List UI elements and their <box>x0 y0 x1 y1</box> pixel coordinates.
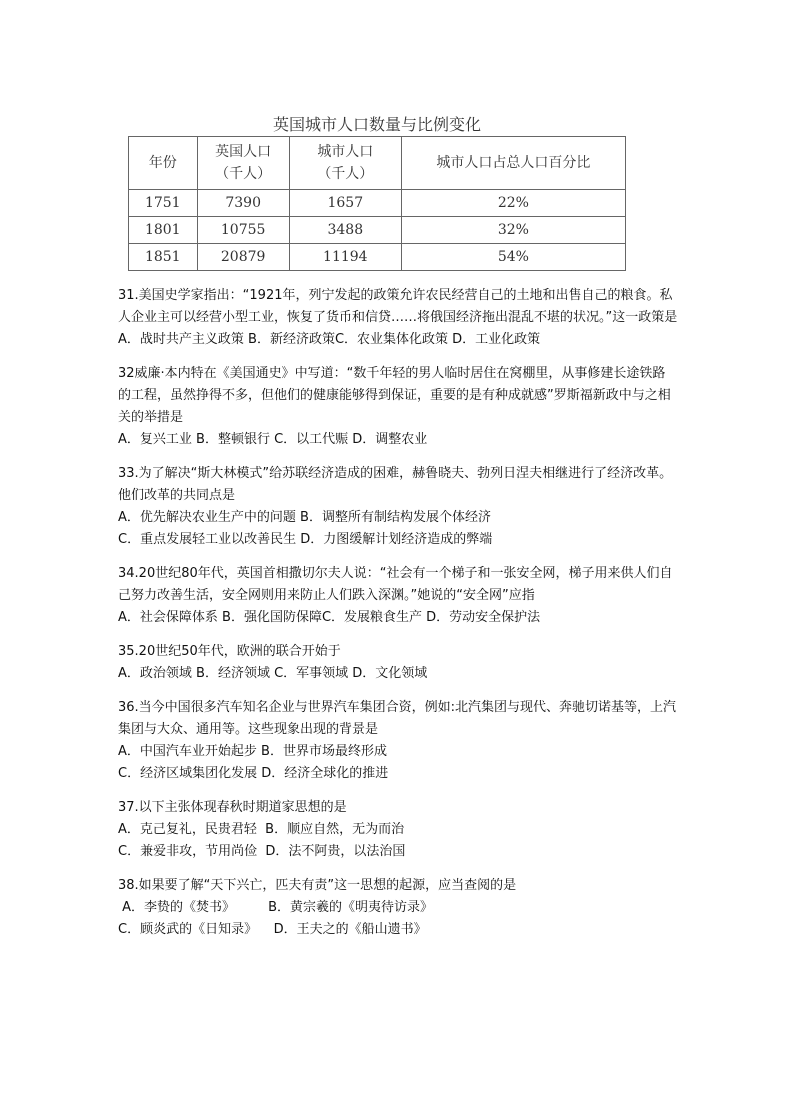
question-options: C．兼爱非攻，节用尚俭 D．法不阿贵，以法治国 <box>118 844 406 859</box>
cell-urban-population: 1657 <box>289 190 401 217</box>
cell-uk-population: 10755 <box>197 217 289 244</box>
question-stem: 35.20世纪50年代，欧洲的联合开始于 <box>118 644 341 659</box>
question-options: A．战时共产主义政策 B．新经济政策C．农业集体化政策 D．工业化政策 <box>118 332 541 347</box>
header-urban-population-text: 城市人口 （千人） <box>317 144 374 182</box>
cell-urban-percent: 32% <box>401 217 625 244</box>
question-37 <box>118 797 678 863</box>
question-31 <box>118 285 678 351</box>
question-stem: 32威廉·本内特在《美国通史》中写道：“数千年轻的男人临时居住在窝棚里，从事修建长途铁路的工程，虽然挣得不多，但他们的健康能够得到保证，重要的是有种成就感”罗斯福新政中与之相关的举措是 <box>118 366 671 425</box>
table-title: 英国城市人口数量与比例变化 <box>272 115 481 134</box>
header-year: 年份 <box>129 137 198 190</box>
cell-urban-population: 11194 <box>289 244 401 271</box>
question-stem: 31.美国史学家指出：“1921年，列宁发起的政策允许农民经营自己的土地和出售自己的粮食。私人企业主可以经营小型工业，恢复了货币和信贷……将俄国经济拖出混乱不堪的状况。”这一政策是 <box>118 288 678 325</box>
question-stem: 37.以下主张体现春秋时期道家思想的是 <box>118 800 347 815</box>
question-options: A．复兴工业 B．整顿银行 C．以工代赈 D．调整农业 <box>118 432 428 447</box>
question-35 <box>118 641 678 685</box>
table-row <box>129 190 626 217</box>
question-options: A．中国汽车业开始起步 B．世界市场最终形成 <box>118 744 387 759</box>
table-header-row <box>129 137 626 190</box>
question-options: A．克己复礼，民贵君轻 B．顺应自然，无为而治 <box>118 822 405 837</box>
question-34 <box>118 563 678 629</box>
cell-year: 1801 <box>129 217 198 244</box>
question-options: A．李贽的《焚书》 B．黄宗羲的《明夷待访录》 <box>118 900 434 915</box>
question-options: C．重点发展轻工业以改善民生 D．力图缓解计划经济造成的弊端 <box>118 532 493 547</box>
question-36 <box>118 697 678 785</box>
question-list <box>118 285 678 953</box>
question-options: A．社会保障体系 B．强化国防保障C．发展粮食生产 D．劳动安全保护法 <box>118 610 541 625</box>
question-38 <box>118 875 678 941</box>
population-table <box>128 136 626 271</box>
table-row <box>129 244 626 271</box>
header-uk-population <box>197 137 289 190</box>
cell-urban-population: 3488 <box>289 217 401 244</box>
question-options: A．政治领域 B．经济领域 C．军事领域 D．文化领域 <box>118 666 428 681</box>
question-33 <box>118 463 678 551</box>
header-urban-percent: 城市人口占总人口百分比 <box>401 137 625 190</box>
question-stem: 38.如果要了解“天下兴亡，匹夫有责”这一思想的起源，应当查阅的是 <box>118 878 517 893</box>
question-32 <box>118 363 678 451</box>
header-uk-population-text: 英国人口 （千人） <box>215 144 272 182</box>
question-stem: 36.当今中国很多汽车知名企业与世界汽车集团合资，例如:北汽集团与现代、奔驰切诺基等，上汽集团与大众、通用等。这些现象出现的背景是 <box>118 700 677 737</box>
question-options: C．经济区域集团化发展 D．经济全球化的推进 <box>118 766 389 781</box>
cell-uk-population: 20879 <box>197 244 289 271</box>
cell-year: 1751 <box>129 190 198 217</box>
cell-urban-percent: 54% <box>401 244 625 271</box>
table-row <box>129 217 626 244</box>
cell-urban-percent: 22% <box>401 190 625 217</box>
cell-year: 1851 <box>129 244 198 271</box>
header-urban-population <box>289 137 401 190</box>
question-stem: 34.20世纪80年代，英国首相撒切尔夫人说：“社会有一个梯子和一张安全网，梯子用来供人们自己努力改善生活，安全网则用来防止人们跌入深渊。”她说的“安全网”应指 <box>118 566 673 603</box>
question-options: C．顾炎武的《日知录》 D．王夫之的《船山遗书》 <box>118 922 427 937</box>
question-stem: 33.为了解决“斯大林模式”给苏联经济造成的困难，赫鲁晓夫、勃列日涅夫相继进行了经济改革。他们改革的共同点是 <box>118 466 673 503</box>
cell-uk-population: 7390 <box>197 190 289 217</box>
question-options: A．优先解决农业生产中的问题 B．调整所有制结构发展个体经济 <box>118 510 491 525</box>
